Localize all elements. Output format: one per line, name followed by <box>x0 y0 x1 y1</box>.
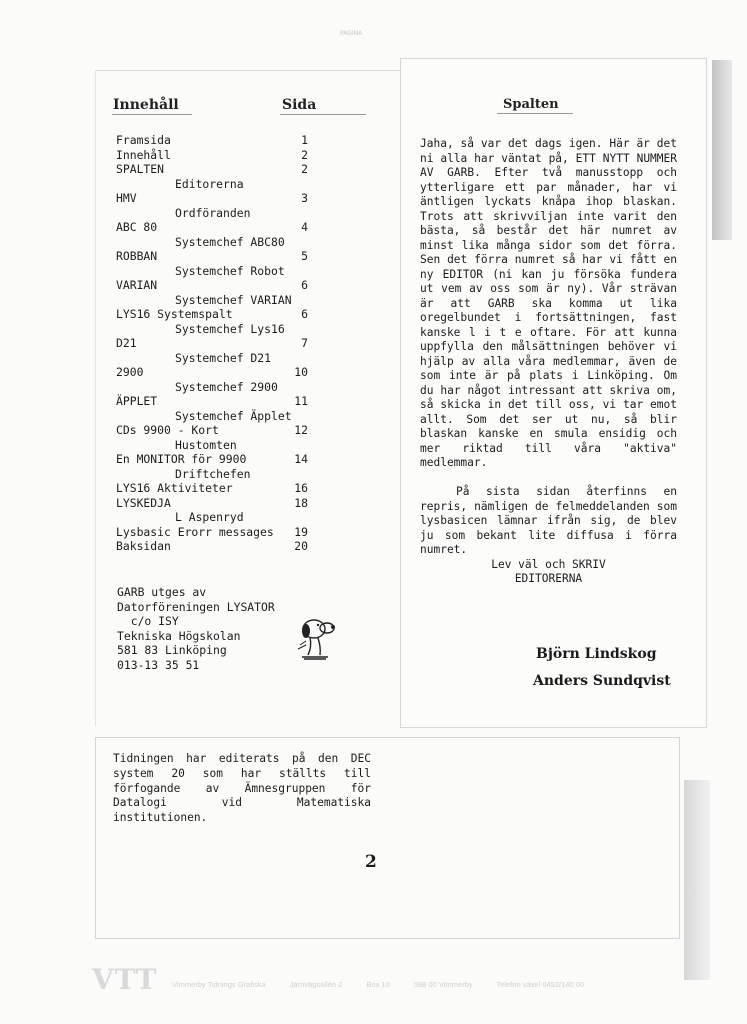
printer-logo: VTT <box>92 963 158 996</box>
toc-entry <box>116 496 316 511</box>
toc-entry-title: Framsida <box>116 133 171 147</box>
publisher-address <box>117 585 275 672</box>
toc-entry <box>116 133 316 148</box>
toc-entry-title: ROBBAN <box>116 249 158 263</box>
toc-entry-author: Systemchef Lys16 <box>175 321 285 336</box>
toc-entry <box>116 307 316 322</box>
printer-footer <box>92 963 712 996</box>
toc-entry <box>116 351 316 366</box>
publisher-line: c/o ISY <box>117 614 179 628</box>
toc-entry-page: 20 <box>294 539 308 553</box>
publisher-line: 581 83 Linköping <box>117 643 227 657</box>
article-closing-line-2: EDITORERNA <box>514 572 583 585</box>
toc-entry-author: Systemchef VARIAN <box>175 292 292 307</box>
toc-entry-page: 19 <box>294 524 308 539</box>
toc-entry-page: 16 <box>294 481 308 495</box>
toc-entry-author: Ordföranden <box>175 205 251 220</box>
toc-entry-author: Systemchef D21 <box>175 350 272 365</box>
toc-entry-title: En MONITOR för 9900 <box>116 452 247 466</box>
toc-entry <box>116 220 316 235</box>
toc-entry-page: 5 <box>301 249 308 263</box>
editing-note <box>113 752 371 826</box>
signature-bjorn: Björn Lindskog <box>536 646 657 662</box>
toc-entry-author: Driftchefen <box>175 466 251 481</box>
toc-entry-page: 1 <box>301 133 308 147</box>
toc-entry-title: ÄPPLET <box>116 394 158 408</box>
column-heading: Spalten <box>503 97 559 112</box>
toc-entry <box>116 409 316 424</box>
toc-entry-page: 2 <box>301 147 308 162</box>
toc-entry <box>116 380 316 395</box>
toc-entry-title: LYS16 Systemspalt <box>116 307 233 321</box>
toc-entry <box>116 278 316 293</box>
article-paragraph-2: På sista sidan återfinns en repris, nämligen de felmeddelanden som lysbasicen lämnar ifrån sig, de blev ju som bekant lite diffusa i förra numret. <box>420 485 677 556</box>
page-tag: PAGINA <box>340 30 363 37</box>
scan-shadow <box>712 60 732 240</box>
editorial-article <box>420 137 677 587</box>
toc-heading-underline <box>112 114 192 115</box>
toc-entry <box>116 336 316 351</box>
printer-box: Box 10 <box>366 980 390 989</box>
toc-entry <box>116 191 316 206</box>
toc-entry <box>116 293 316 308</box>
editing-note-text: Tidningen har editerats på den DEC system 20 som har ställts till förfogande av Ämnesgruppen för Datalogi vid Matematiska institutionen. <box>113 752 371 825</box>
toc-entry-title: SPALTEN <box>116 162 165 176</box>
toc-entry-author: Systemchef ABC80 <box>175 234 285 249</box>
toc-entry <box>116 394 316 409</box>
toc-entry <box>116 510 316 525</box>
toc-entry <box>116 481 316 496</box>
page-column-heading: Sida <box>282 97 317 113</box>
printer-details <box>172 980 606 989</box>
printer-name: Vimmerby Tidnings Grafiska <box>172 980 266 989</box>
toc-entry-title: Lysbasic Erorr messages <box>116 524 274 539</box>
scan-shadow-lower <box>684 780 710 980</box>
toc-entry-title: LYS16 Aktiviteter <box>116 481 233 495</box>
toc-entry-author: Editorerna <box>175 176 244 191</box>
toc-entry-title: D21 <box>116 336 137 350</box>
publisher-line: Datorföreningen LYSATOR <box>117 599 275 614</box>
column-heading-underline <box>497 113 573 114</box>
publisher-line: Tekniska Högskolan <box>117 628 241 643</box>
toc-entry-title: 2900 <box>116 365 144 379</box>
toc-entry-page: 6 <box>301 307 308 321</box>
toc-entry <box>116 365 316 380</box>
toc-entry-page: 7 <box>301 336 308 350</box>
printer-street: Järnvägsallén 2 <box>289 980 343 989</box>
toc-entry-page: 14 <box>294 452 308 466</box>
toc-entry-author: Systemchef Äpplet <box>175 408 292 423</box>
toc-entry-page: 3 <box>301 191 308 205</box>
toc-heading: Innehåll <box>113 97 179 113</box>
toc-entry <box>116 264 316 279</box>
toc-entry <box>116 162 316 177</box>
toc-entry <box>116 206 316 221</box>
toc-entry <box>116 235 316 250</box>
toc-entry-page: 10 <box>294 365 308 379</box>
article-paragraph-1: Jaha, så var det dags igen. Här är det ni alla har väntat på, ETT NYTT NUMMER AV GARB. Efter två manusstopp och ytterligare ett par månader, har vi äntligen lyckats knåpa ihop blaskan. Trots att skrivviljan inte varit den bästa, så består det här numret av minst lika många sidor som det förra. Sen det förra numret så har vi fått en ny EDITOR (ni kan ju försöka fundera ut vem av oss som är ny). Vår strävan är att GARB ska komma ut lika oregelbundet i fortsättningen, fast kanske l i t e oftare. För att kunna uppfylla den målsättningen behöver vi hjälp av alla våra medlemmar, även de som inte är på plats i Linköping. Om du har något intressant att skriva om, så skicka in det till oss, vi tar emot allt. Som det ser ut nu, så blir blaskan kanske en smula ensidig och mer riktad till våra "aktiva" medlemmar. <box>420 137 677 469</box>
toc-entry-title: Baksidan <box>116 539 171 553</box>
signature-anders: Anders Sundqvist <box>533 673 671 689</box>
toc-entry-page: 12 <box>294 423 308 437</box>
toc-entry <box>116 148 316 163</box>
toc-entry-author: L Aspenryd <box>175 510 244 524</box>
table-of-contents <box>116 133 316 554</box>
toc-entry <box>116 322 316 337</box>
page-number: 2 <box>365 852 377 872</box>
toc-entry <box>116 539 316 554</box>
toc-entry <box>116 467 316 482</box>
toc-entry <box>116 452 316 467</box>
toc-entry-title: HMV <box>116 191 137 205</box>
publisher-line: 013-13 35 51 <box>117 657 200 672</box>
toc-entry <box>116 438 316 453</box>
toc-entry-page: 6 <box>301 278 308 292</box>
toc-entry-title: VARIAN <box>116 278 158 292</box>
article-closing-line-1: Lev väl och SKRIV <box>491 557 606 571</box>
toc-entry <box>116 249 316 264</box>
toc-entry-page: 2 <box>301 162 308 176</box>
toc-entry <box>116 423 316 438</box>
toc-entry-title: CDs 9900 - Kort <box>116 423 219 437</box>
toc-entry <box>116 177 316 192</box>
toc-entry <box>116 525 316 540</box>
toc-entry-title: LYSKEDJA <box>116 495 171 510</box>
toc-entry-author: Systemchef Robot <box>175 263 285 278</box>
toc-entry-author: Systemchef 2900 <box>175 379 278 394</box>
printer-city: 598 00 Vimmerby <box>413 980 473 989</box>
printer-phone: Telefon växel 0492/140 00 <box>496 980 585 989</box>
toc-entry-title: ABC 80 <box>116 220 158 234</box>
publisher-line: GARB utges av <box>117 585 207 599</box>
snoopy-icon <box>294 615 340 663</box>
toc-entry-page: 4 <box>301 220 308 234</box>
toc-entry-page: 11 <box>294 394 308 408</box>
toc-entry-title: Innehåll <box>116 147 171 162</box>
toc-entry-author: Hustomten <box>175 437 237 452</box>
page-heading-underline <box>280 114 366 115</box>
toc-entry-page: 18 <box>294 495 308 510</box>
